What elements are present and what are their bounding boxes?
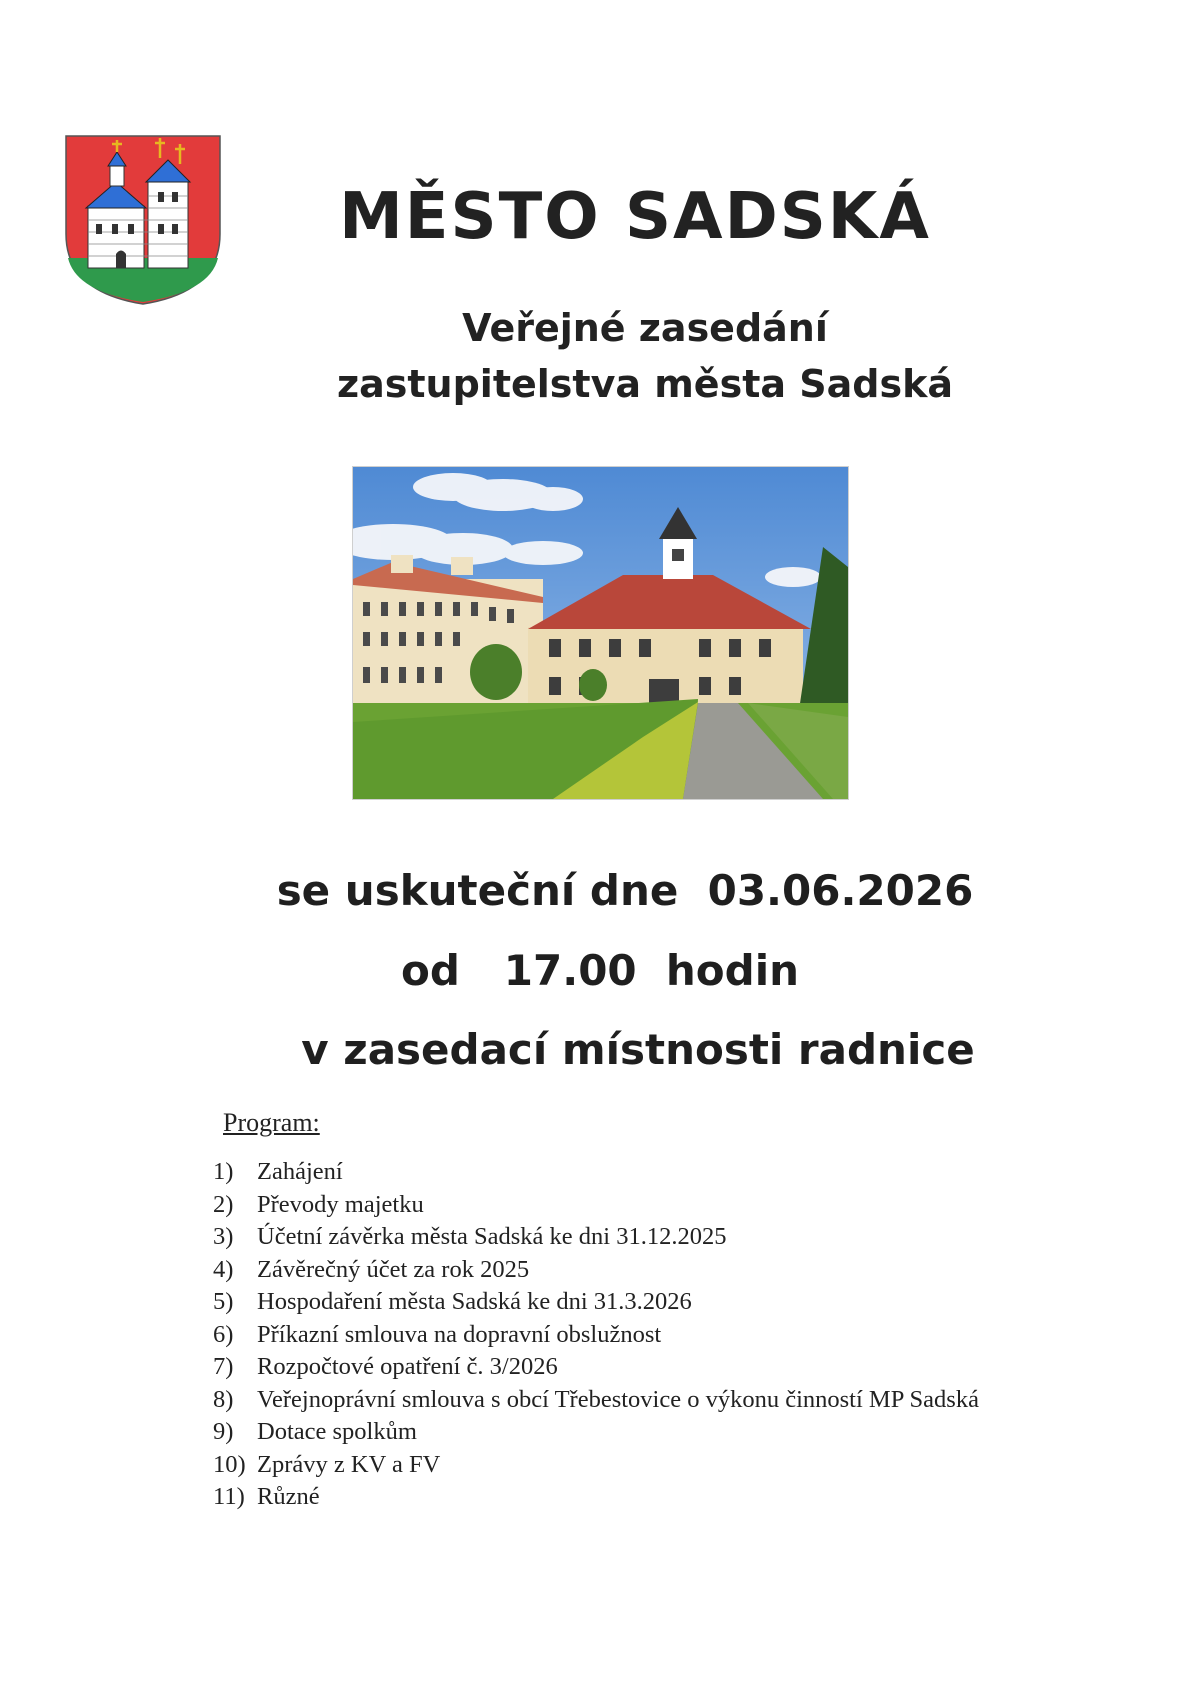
agenda-item-number: 10)	[213, 1450, 246, 1478]
agenda-item	[213, 1189, 1073, 1222]
agenda-item	[213, 1351, 1073, 1384]
agenda-item-text: Převody majetku	[257, 1190, 424, 1218]
agenda-item	[213, 1449, 1073, 1482]
subtitle-line-1: Veřejné zasedání	[462, 306, 828, 350]
agenda-item-number: 3)	[213, 1223, 234, 1250]
agenda-item-number: 1)	[213, 1158, 234, 1185]
agenda-item-number: 7)	[213, 1353, 234, 1380]
agenda-item-text: Příkazní smlouva na dopravní obslužnost	[257, 1320, 662, 1348]
agenda-item	[213, 1384, 1073, 1417]
agenda-item	[213, 1156, 1073, 1189]
agenda-item	[213, 1221, 1073, 1254]
agenda-item	[213, 1319, 1073, 1352]
agenda-item-number: 2)	[213, 1190, 234, 1218]
agenda-list	[213, 1156, 1073, 1514]
agenda-item-text: Zprávy z KV a FV	[257, 1450, 441, 1478]
agenda-item-text: Různé	[257, 1483, 320, 1510]
town-hall-photo	[352, 466, 849, 800]
meeting-subtitle	[0, 300, 1200, 412]
agenda-item	[213, 1254, 1073, 1287]
meeting-date: se uskuteční dne 03.06.2026	[276, 866, 974, 915]
agenda-item-text: Veřejnoprávní smlouva s obcí Třebestovice o výkonu činností MP Sadská	[257, 1385, 979, 1413]
agenda-item-text: Závěrečný účet za rok 2025	[257, 1255, 530, 1283]
agenda-item-text: Účetní závěrka města Sadská ke dni 31.12.2025	[257, 1223, 727, 1250]
agenda-item-text: Dotace spolkům	[257, 1418, 417, 1445]
subtitle-line-2: zastupitelstva města Sadská	[337, 362, 953, 406]
page-title: MĚSTO SADSKÁ	[339, 180, 931, 254]
program-heading: Program:	[223, 1108, 320, 1137]
agenda-item-number: 4)	[213, 1255, 234, 1283]
meeting-time: od 17.00 hodin	[401, 946, 799, 995]
agenda-item-text: Zahájení	[257, 1158, 343, 1185]
agenda-item-number: 9)	[213, 1418, 234, 1445]
agenda-item-number: 5)	[213, 1288, 234, 1315]
agenda-item-text: Hospodaření města Sadská ke dni 31.3.2026	[257, 1288, 692, 1315]
agenda-item-text: Rozpočtové opatření č. 3/2026	[257, 1353, 558, 1380]
agenda-item-number: 6)	[213, 1320, 234, 1348]
agenda-item-number: 8)	[213, 1385, 234, 1413]
agenda-item	[213, 1481, 1073, 1514]
agenda-item	[213, 1286, 1073, 1319]
agenda-item	[213, 1416, 1073, 1449]
agenda-item-number: 11)	[213, 1483, 245, 1510]
meeting-place: v zasedací místnosti radnice	[301, 1025, 975, 1074]
